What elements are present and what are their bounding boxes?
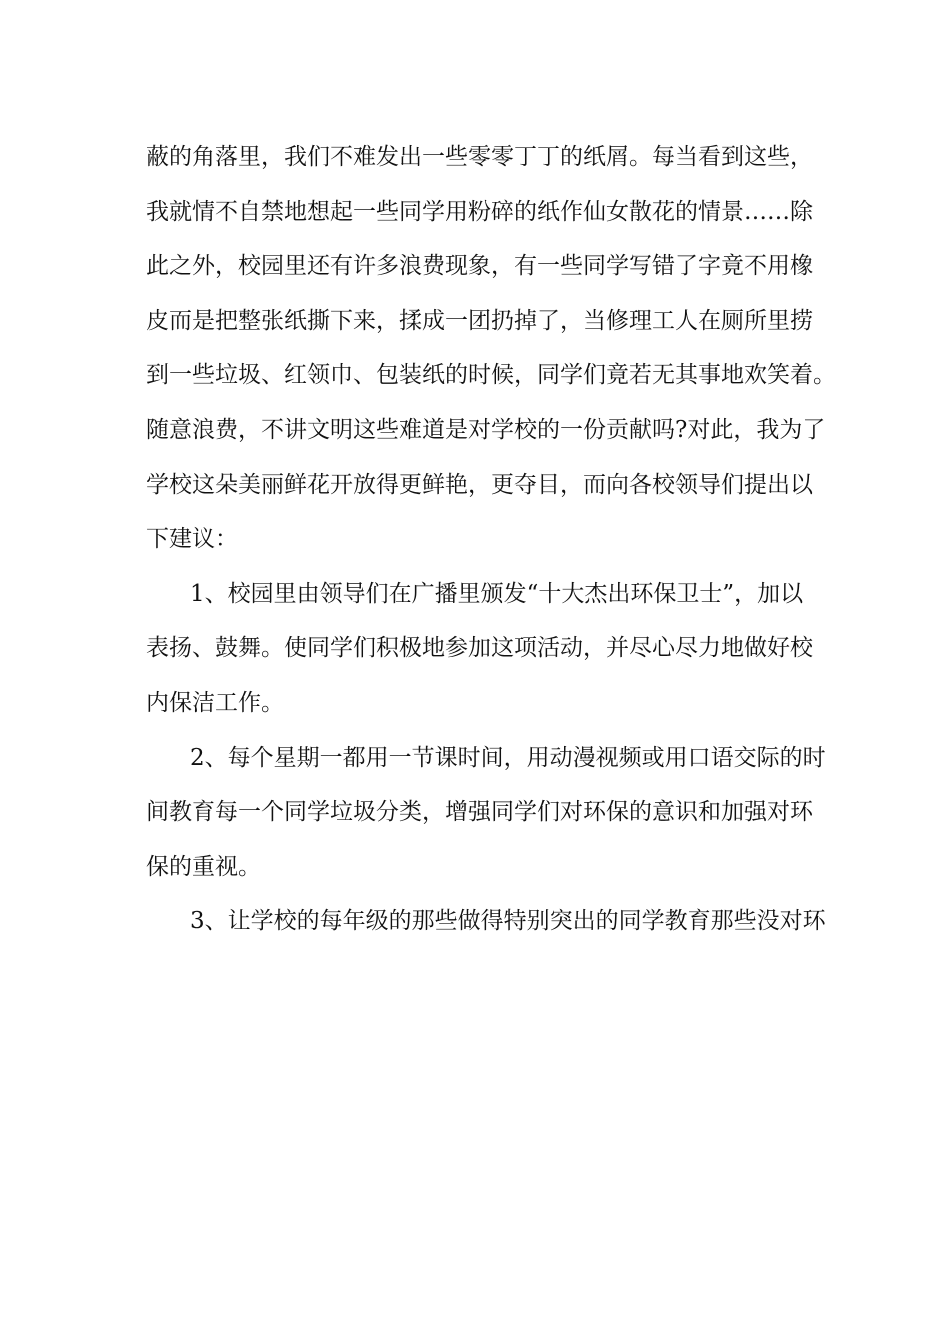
text-line: 蔽的角落里，我们不难发出一些零零丁丁的纸屑。每当看到这些， <box>146 144 813 170</box>
body-text <box>146 130 836 949</box>
text-line: 到一些垃圾、红领巾、包装纸的时候，同学们竟若无其事地欢笑着。 <box>146 362 836 389</box>
text-line: 此之外，校园里还有许多浪费现象，有一些同学写错了字竟不用橡 <box>146 253 813 280</box>
text-line: 下建议： <box>146 526 238 553</box>
text-line: 学校这朵美丽鲜花开放得更鲜艳，更夺目，而向各校领导们提出以 <box>146 471 813 498</box>
text-line: 保的重视。 <box>146 853 261 880</box>
text-line: 皮而是把整张纸撕下来，揉成一团扔掉了，当修理工人在厕所里捞 <box>146 307 813 334</box>
text-line: 随意浪费，不讲文明这些难道是对学校的一份贡献吗?对此，我为了 <box>146 416 826 443</box>
list-item-3: 3、让学校的每年级的那些做得特别突出的同学教育那些没对环 <box>190 908 826 935</box>
text-line: 表扬、鼓舞。使同学们积极地参加这项活动，并尽心尽力地做好校 <box>146 635 813 662</box>
text-line: 我就情不自禁地想起一些同学用粉碎的纸作仙女散花的情景……除 <box>146 198 813 225</box>
text-line: 内保洁工作。 <box>146 689 284 716</box>
text-line: 间教育每一个同学垃圾分类，增强同学们对环保的意识和加强对环 <box>146 799 813 826</box>
list-item-2: 2、每个星期一都用一节课时间，用动漫视频或用口语交际的时 <box>190 744 826 771</box>
list-item-1: 1、校园里由领导们在广播里颁发“十大杰出环保卫士”，加以 <box>190 580 804 607</box>
